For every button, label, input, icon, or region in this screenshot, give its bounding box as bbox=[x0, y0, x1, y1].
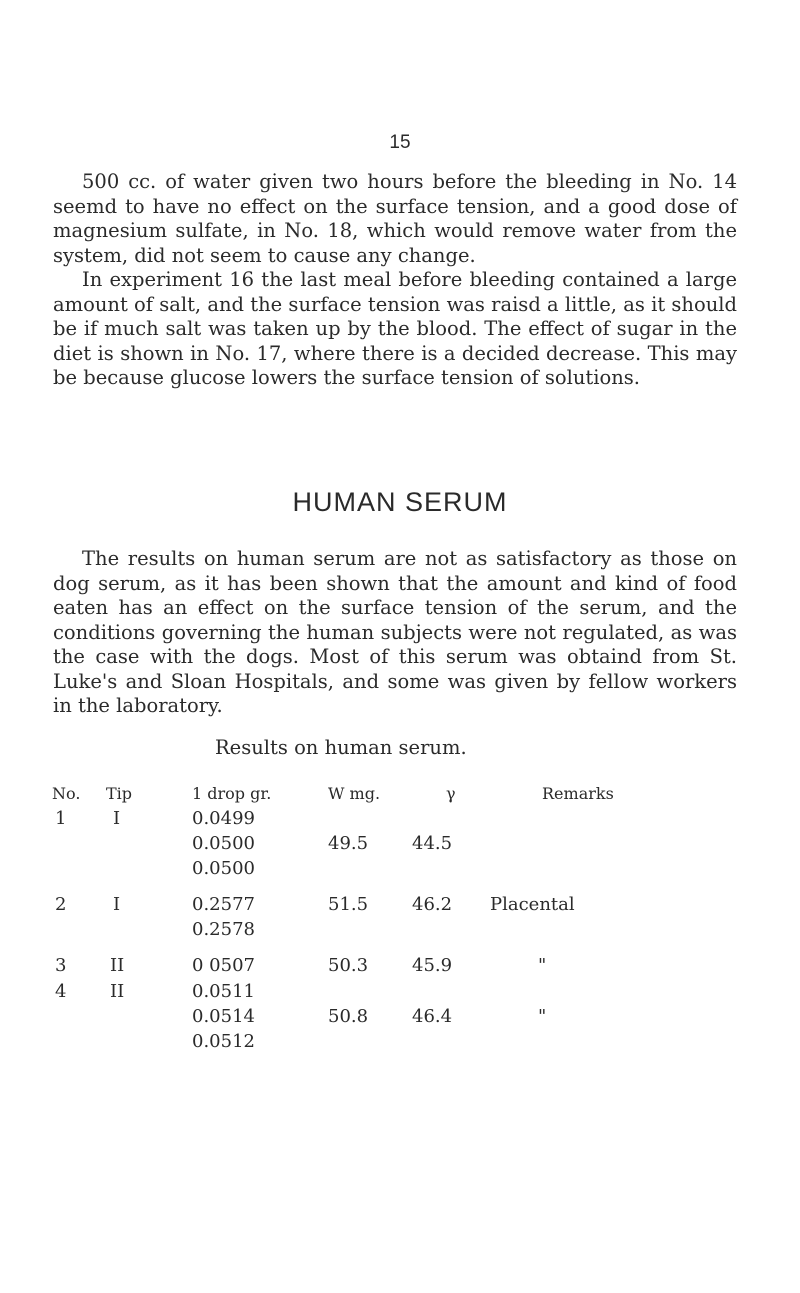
cell-remarks: Placental bbox=[490, 894, 575, 915]
cell-remarks: " bbox=[538, 955, 547, 976]
table-row bbox=[0, 858, 800, 882]
header-tip: Tip bbox=[106, 784, 133, 803]
cell-drop: 0 0507 bbox=[192, 955, 255, 976]
cell-gamma: 46.4 bbox=[412, 1006, 453, 1027]
cell-drop: 0.0514 bbox=[192, 1006, 255, 1027]
cell-drop: 0.0512 bbox=[192, 1031, 255, 1052]
table-header bbox=[0, 784, 800, 806]
cell-wmg: 50.3 bbox=[328, 955, 369, 976]
table-row bbox=[0, 894, 800, 918]
header-drop: 1 drop gr. bbox=[192, 784, 272, 803]
cell-wmg: 49.5 bbox=[328, 833, 369, 854]
cell-remarks: " bbox=[538, 1006, 547, 1027]
human-serum-text bbox=[53, 547, 737, 719]
table-row bbox=[0, 955, 800, 979]
table-row bbox=[0, 833, 800, 857]
cell-wmg: 51.5 bbox=[328, 894, 369, 915]
paragraph-water-magnesium: 500 cc. of water given two hours before the bleeding in No. 14 seemd to have no effect on the surface tension, and a good dose of magnesium sulfate, in No. 18, which would remove water from the system, did not seem to cause any change. bbox=[53, 170, 737, 267]
intro-text bbox=[53, 170, 737, 391]
cell-no: 4 bbox=[55, 981, 67, 1002]
paragraph-salt-sugar: In experiment 16 the last meal before bleeding contained a large amount of salt, and the surface tension was raisd a little, as it should be if much salt was taken up by the blood. The effect of sugar in the diet is shown in No. 17, where there is a decided decrease. This may be because glucose lowers the surface tension of solutions. bbox=[53, 268, 737, 389]
paragraph-human-serum: The results on human serum are not as satisfactory as those on dog serum, as it has been shown that the amount and kind of food eaten has an effect on the surface tension of the serum, and the conditions governing the human subjects were not regulated, as was the case with the dogs. Most of this serum was obtaind from St. Luke's and Sloan Hospitals, and some was given by fellow workers in the laboratory. bbox=[53, 547, 737, 717]
cell-gamma: 46.2 bbox=[412, 894, 453, 915]
table-row bbox=[0, 981, 800, 1005]
header-remarks: Remarks bbox=[542, 784, 614, 803]
cell-drop: 0.2577 bbox=[192, 894, 255, 915]
cell-wmg: 50.8 bbox=[328, 1006, 369, 1027]
table-caption: Results on human serum. bbox=[215, 736, 467, 759]
cell-drop: 0.2578 bbox=[192, 919, 255, 940]
cell-tip: I bbox=[113, 894, 121, 915]
table-row bbox=[0, 1031, 800, 1055]
cell-drop: 0.0511 bbox=[192, 981, 255, 1002]
table-row bbox=[0, 919, 800, 943]
results-table bbox=[0, 808, 800, 1268]
cell-drop: 0.0500 bbox=[192, 833, 255, 854]
cell-gamma: 45.9 bbox=[412, 955, 453, 976]
cell-no: 1 bbox=[55, 808, 67, 829]
cell-tip: I bbox=[113, 808, 121, 829]
section-heading: HUMAN SERUM bbox=[292, 487, 508, 517]
cell-tip: II bbox=[110, 981, 125, 1002]
header-wmg: W mg. bbox=[328, 784, 381, 803]
cell-no: 2 bbox=[55, 894, 67, 915]
cell-no: 3 bbox=[55, 955, 67, 976]
table-row bbox=[0, 1006, 800, 1030]
header-no: No. bbox=[52, 784, 81, 803]
cell-drop: 0.0500 bbox=[192, 858, 255, 879]
table-row bbox=[0, 808, 800, 832]
cell-drop: 0.0499 bbox=[192, 808, 255, 829]
page-number: 15 bbox=[389, 132, 411, 153]
cell-gamma: 44.5 bbox=[412, 833, 453, 854]
cell-tip: II bbox=[110, 955, 125, 976]
header-gamma: γ bbox=[446, 784, 456, 803]
